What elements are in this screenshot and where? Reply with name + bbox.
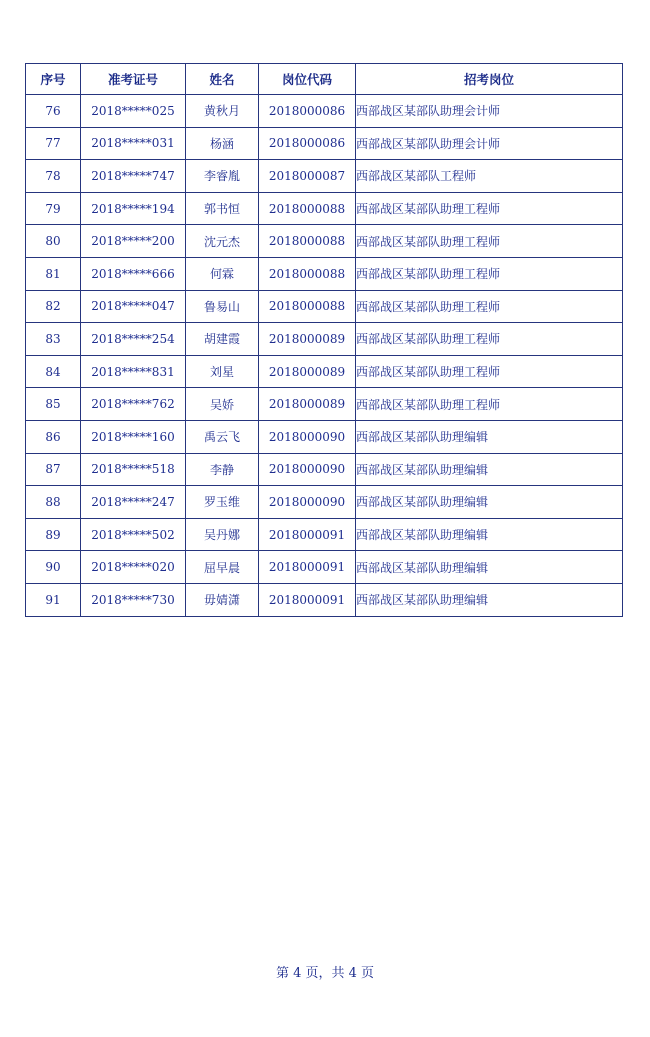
cell-position: 西部战区某部队助理会计师 (356, 127, 623, 160)
cell-position: 西部战区某部队助理编辑 (356, 518, 623, 551)
cell-name: 吴丹娜 (186, 518, 259, 551)
cell-position: 西部战区某部队助理编辑 (356, 420, 623, 453)
cell-position: 西部战区某部队助理编辑 (356, 453, 623, 486)
header-name: 姓名 (186, 64, 259, 95)
cell-index: 90 (26, 551, 81, 584)
cell-position: 西部战区某部队助理工程师 (356, 323, 623, 356)
cell-position-code: 2018000090 (259, 420, 356, 453)
roster-table (25, 63, 623, 617)
cell-exam-number: 2018*****047 (81, 290, 186, 323)
table-row (26, 388, 623, 421)
cell-position-code: 2018000088 (259, 257, 356, 290)
cell-index: 81 (26, 257, 81, 290)
header-index: 序号 (26, 64, 81, 95)
page-number: 第 4 页，共 4 页 (275, 966, 375, 981)
cell-position-code: 2018000090 (259, 486, 356, 519)
table-row (26, 323, 623, 356)
cell-index: 83 (26, 323, 81, 356)
header-position-code: 岗位代码 (259, 64, 356, 95)
table-row (26, 486, 623, 519)
cell-name: 鲁易山 (186, 290, 259, 323)
cell-position: 西部战区某部队助理工程师 (356, 355, 623, 388)
cell-name: 毋婧潇 (186, 583, 259, 616)
table-row (26, 192, 623, 225)
cell-index: 76 (26, 95, 81, 128)
cell-exam-number: 2018*****831 (81, 355, 186, 388)
table-row (26, 583, 623, 616)
cell-position-code: 2018000088 (259, 225, 356, 258)
cell-position-code: 2018000091 (259, 583, 356, 616)
cell-name: 沈元杰 (186, 225, 259, 258)
cell-exam-number: 2018*****254 (81, 323, 186, 356)
cell-index: 88 (26, 486, 81, 519)
roster-sheet (25, 63, 622, 617)
cell-index: 86 (26, 420, 81, 453)
cell-position-code: 2018000089 (259, 323, 356, 356)
table-row (26, 551, 623, 584)
header-exam-number: 准考证号 (81, 64, 186, 95)
cell-name: 吴娇 (186, 388, 259, 421)
table-row (26, 95, 623, 128)
cell-exam-number: 2018*****518 (81, 453, 186, 486)
cell-position: 西部战区某部队助理编辑 (356, 583, 623, 616)
table-row (26, 420, 623, 453)
table-row (26, 290, 623, 323)
cell-position: 西部战区某部队助理工程师 (356, 388, 623, 421)
cell-index: 80 (26, 225, 81, 258)
cell-position: 西部战区某部队助理编辑 (356, 486, 623, 519)
header-row (26, 64, 623, 95)
cell-position-code: 2018000091 (259, 551, 356, 584)
cell-exam-number: 2018*****666 (81, 257, 186, 290)
cell-index: 91 (26, 583, 81, 616)
cell-index: 77 (26, 127, 81, 160)
cell-exam-number: 2018*****031 (81, 127, 186, 160)
cell-position: 西部战区某部队工程师 (356, 160, 623, 193)
cell-exam-number: 2018*****502 (81, 518, 186, 551)
cell-exam-number: 2018*****762 (81, 388, 186, 421)
table-row (26, 355, 623, 388)
cell-name: 何霖 (186, 257, 259, 290)
table-row (26, 225, 623, 258)
cell-name: 杨涵 (186, 127, 259, 160)
cell-name: 刘星 (186, 355, 259, 388)
cell-index: 85 (26, 388, 81, 421)
table-row (26, 257, 623, 290)
cell-index: 89 (26, 518, 81, 551)
table-row (26, 160, 623, 193)
table-row (26, 518, 623, 551)
cell-position: 西部战区某部队助理工程师 (356, 257, 623, 290)
cell-position: 西部战区某部队助理工程师 (356, 192, 623, 225)
cell-exam-number: 2018*****020 (81, 551, 186, 584)
cell-position-code: 2018000087 (259, 160, 356, 193)
cell-exam-number: 2018*****025 (81, 95, 186, 128)
cell-index: 87 (26, 453, 81, 486)
cell-position: 西部战区某部队助理会计师 (356, 95, 623, 128)
cell-name: 胡建霞 (186, 323, 259, 356)
cell-name: 郭书恒 (186, 192, 259, 225)
cell-name: 黄秋月 (186, 95, 259, 128)
cell-position-code: 2018000090 (259, 453, 356, 486)
cell-index: 78 (26, 160, 81, 193)
cell-exam-number: 2018*****200 (81, 225, 186, 258)
cell-name: 禹云飞 (186, 420, 259, 453)
cell-name: 屈早晨 (186, 551, 259, 584)
table-row (26, 127, 623, 160)
cell-name: 李静 (186, 453, 259, 486)
header-position: 招考岗位 (356, 64, 623, 95)
cell-position-code: 2018000091 (259, 518, 356, 551)
cell-position-code: 2018000088 (259, 290, 356, 323)
cell-position: 西部战区某部队助理编辑 (356, 551, 623, 584)
table-row (26, 453, 623, 486)
cell-index: 79 (26, 192, 81, 225)
cell-exam-number: 2018*****747 (81, 160, 186, 193)
cell-position-code: 2018000086 (259, 127, 356, 160)
cell-position-code: 2018000088 (259, 192, 356, 225)
cell-exam-number: 2018*****194 (81, 192, 186, 225)
cell-position: 西部战区某部队助理工程师 (356, 225, 623, 258)
cell-index: 82 (26, 290, 81, 323)
roster-body (26, 95, 623, 617)
cell-name: 罗玉维 (186, 486, 259, 519)
cell-position-code: 2018000089 (259, 355, 356, 388)
cell-exam-number: 2018*****247 (81, 486, 186, 519)
cell-name: 李睿胤 (186, 160, 259, 193)
cell-position-code: 2018000086 (259, 95, 356, 128)
cell-index: 84 (26, 355, 81, 388)
cell-exam-number: 2018*****160 (81, 420, 186, 453)
cell-position: 西部战区某部队助理工程师 (356, 290, 623, 323)
cell-position-code: 2018000089 (259, 388, 356, 421)
cell-exam-number: 2018*****730 (81, 583, 186, 616)
